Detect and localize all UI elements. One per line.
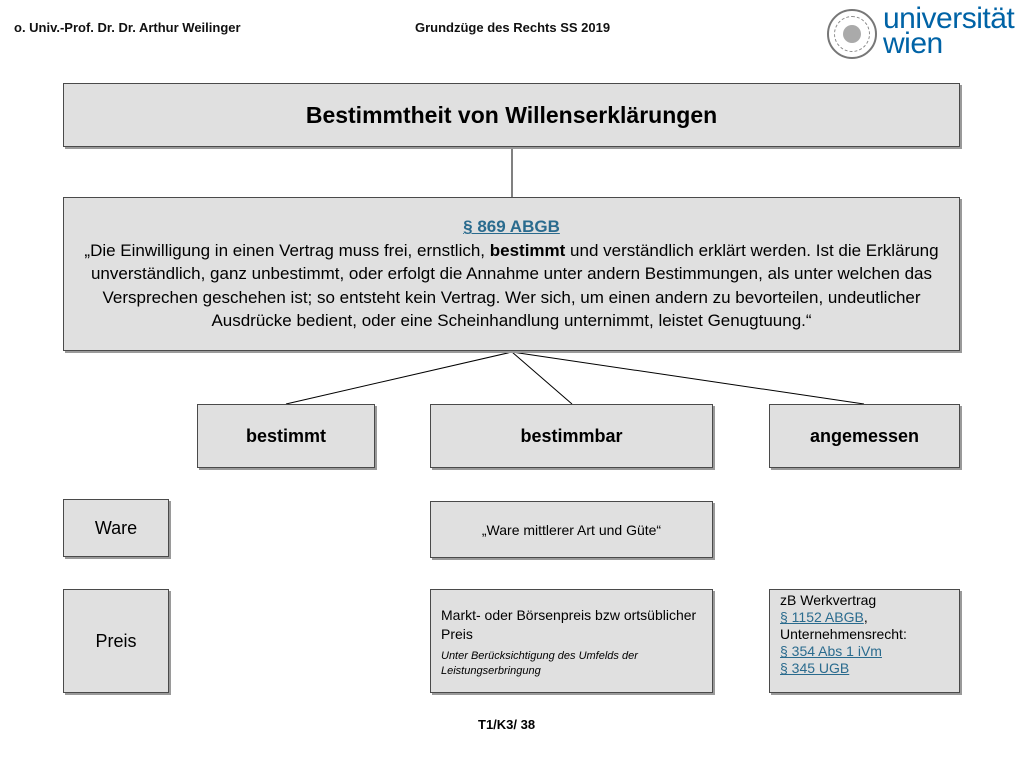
category-bestimmbar: bestimmbar <box>430 404 713 468</box>
header-author: o. Univ.-Prof. Dr. Dr. Arthur Weilinger <box>14 20 241 35</box>
law-quote-part-2: und verständlich erklärt werden. Ist die Erklärung unverständlich, ganz unbestimmt, oder erfolgt die Annahme unter andern Bestimmungen, als unter welchen das Versprechen geschehen ist; so entsteht kein Vertrag. Wer sich, um einen andern zu bevorteilen, undeutlicher Ausdrücke bedient, oder eine Scheinhandlung unternimmt, leistet Genugtuung.“ <box>90 240 939 331</box>
law-reference-link[interactable]: § 869 ABGB <box>463 217 560 237</box>
logo-line-1: universität <box>883 2 1015 35</box>
law-quote-part-1: „Die Einwilligung in einen Vertrag muss frei, ernstlich, <box>84 240 490 260</box>
link-separator: , <box>863 609 868 625</box>
preis-bestimmbar-note: Unter Berücksichtigung des Umfelds der Leistungserbringung <box>441 650 638 677</box>
law-quote-bold: bestimmt <box>489 240 566 260</box>
connector-law-bestimmt <box>286 352 512 404</box>
law-quote-box <box>63 197 960 351</box>
preis-angemessen-line-2 <box>780 609 868 626</box>
law-quote-text <box>74 239 949 333</box>
preis-angemessen-line-3: Unternehmensrecht: <box>780 626 907 642</box>
preis-angemessen-box <box>769 589 960 693</box>
header-course: Grundzüge des Rechts SS 2019 <box>415 20 611 35</box>
link-1152-abgb[interactable]: § 1152 ABGB <box>780 609 864 625</box>
category-angemessen: angemessen <box>769 404 960 468</box>
link-354-ugb[interactable]: § 354 Abs 1 iVm <box>780 643 882 659</box>
preis-bestimmbar-box <box>430 589 713 693</box>
connector-law-angemessen <box>512 352 864 404</box>
page-title: Bestimmtheit von Willenserklärungen <box>63 83 960 147</box>
row-label-ware: Ware <box>63 499 169 557</box>
slide-number: T1/K3/ 38 <box>478 717 536 732</box>
row-label-preis: Preis <box>63 589 169 693</box>
link-345-ugb[interactable]: § 345 UGB <box>780 660 850 676</box>
logo-line-2: wien <box>883 27 943 60</box>
preis-angemessen-line-1: zB Werkvertrag <box>780 592 877 608</box>
ware-bestimmbar-box: „Ware mittlerer Art und Güte“ <box>430 501 713 558</box>
category-bestimmt: bestimmt <box>197 404 375 468</box>
preis-bestimmbar-main: Markt- oder Börsenpreis bzw ortsüblicher Preis <box>441 607 697 642</box>
